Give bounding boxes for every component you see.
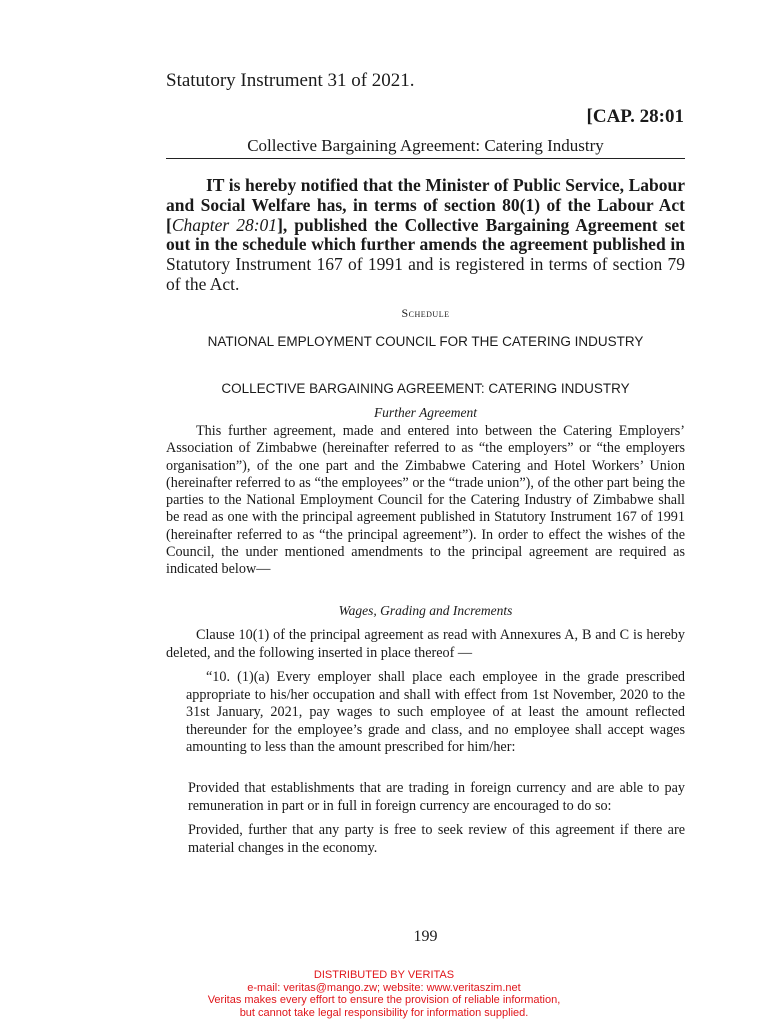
title-rule xyxy=(166,158,685,159)
veritas-footer xyxy=(0,969,768,1019)
notice-paragraph xyxy=(166,176,685,295)
proviso-2: Provided, further that any party is free to seek review of this agreement if there are material changes in the economy. xyxy=(188,822,685,856)
page-number: 199 xyxy=(413,928,438,945)
schedule-label: Schedule xyxy=(401,306,450,320)
footer-line-4: but cannot take legal responsibility for information supplied. xyxy=(239,1006,529,1019)
footer-line-1: DISTRIBUTED BY VERITAS xyxy=(313,969,455,981)
notice-text-2: ], published the Collective Bargaining Agreement set out in the schedule which further amends the agreement published in xyxy=(166,214,685,255)
clause-paragraph: Clause 10(1) of the principal agreement as read with Annexures A, B and C is hereby deleted, and the following inserted in place thereof — xyxy=(166,627,685,661)
chapter-reference: [CAP. 28:01 xyxy=(586,106,684,127)
cba-heading: COLLECTIVE BARGAINING AGREEMENT: CATERING INDUSTRY xyxy=(221,381,630,396)
statutory-instrument-title: Statutory Instrument 31 of 2021. xyxy=(166,70,415,91)
notice-chapter: Chapter 28:01 xyxy=(171,214,278,235)
further-agreement-paragraph: This further agreement, made and entered into between the Catering Employers’ Association of Zimbabwe (hereinafter referred to as “the employers” or “the employers organisation”), of the one part and the Zimbabwe Catering and Hotel Workers’ Union (hereinafter referred to as “the employees” or the “trade union”), of the other part being the parties to the National Employment Council for the Catering Industry of Zimbabwe shall be read as one with the principal agreement published in Statutory Instrument 167 of 1991 (hereinafter referred to as “the principal agreement”). In order to effect the wishes of the Council, the under mentioned amendments to the principal agreement are required as indicated below— xyxy=(166,423,685,578)
further-agreement-heading: Further Agreement xyxy=(373,405,478,420)
proviso-1: Provided that establishments that are trading in foreign currency and are able to pay remuneration in part or in full in foreign currency are encouraged to do so: xyxy=(188,780,685,814)
footer-line-2: e-mail: veritas@mango.zw; website: www.veritaszim.net xyxy=(247,981,521,994)
wages-heading: Wages, Grading and Increments xyxy=(338,603,513,618)
council-heading: NATIONAL EMPLOYMENT COUNCIL FOR THE CATERING INDUSTRY xyxy=(207,334,644,349)
agreement-title: Collective Bargaining Agreement: Catering Industry xyxy=(247,136,604,155)
notice-text-1: IT is hereby notified that the Minister of Public Service, Labour and Social Welfare has, in terms of section 80(1) of the Labour Act [ xyxy=(166,175,685,235)
clause-10-paragraph: “10. (1)(a) Every employer shall place each employee in the grade prescribed appropriate to his/her occupation and shall with effect from 1st November, 2020 to the 31st January, 2021, pay wages to such employee of at least the amount reflected thereunder for the employee’s grade and class, and no employee shall accept wages amounting to less than the amount prescribed for him/her: xyxy=(186,669,685,755)
notice-text-3: Statutory Instrument 167 of 1991 and is registered in terms of section 79 of the Act. xyxy=(166,254,685,294)
footer-line-3: Veritas makes every effort to ensure the provision of reliable information, xyxy=(207,994,561,1007)
